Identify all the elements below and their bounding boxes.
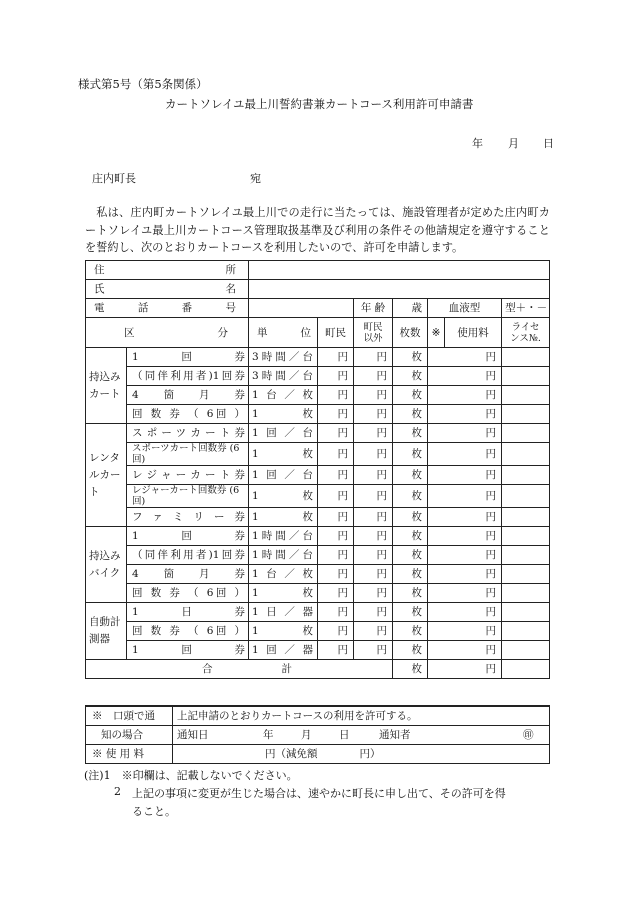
resident-fee-cell: 円	[318, 565, 354, 584]
nonresident-fee-cell: 円	[354, 565, 393, 584]
count-cell[interactable]: 枚	[393, 584, 428, 603]
name-row	[86, 280, 550, 299]
unit-label: 1回／台	[249, 466, 318, 485]
item-label: 回 数 券 （ 6回 ）	[127, 405, 249, 424]
count-cell[interactable]: 枚	[393, 565, 428, 584]
fee-table-row	[86, 565, 550, 584]
license-cell[interactable]	[502, 367, 550, 386]
total-label: 合 計	[86, 660, 393, 679]
item-label: ファミリー券	[127, 508, 249, 527]
total-count-cell: 枚	[393, 660, 428, 679]
fee-table-row	[86, 641, 550, 660]
fee-label: ※ 使 用 料	[86, 744, 173, 763]
group-name: 持込みバイク	[86, 527, 127, 603]
item-label: レジャーカート回数券 (6回)	[127, 485, 249, 508]
fee-table-row	[86, 367, 550, 386]
license-cell[interactable]	[502, 424, 550, 443]
license-cell[interactable]	[502, 443, 550, 466]
mark-cell: 円	[428, 485, 502, 508]
fee-table-row	[86, 527, 550, 546]
mark-cell: 円	[428, 603, 502, 622]
unit-label: 1枚	[249, 584, 318, 603]
fee-table-row	[86, 584, 550, 603]
fee-value: 円（減免額 円）	[173, 744, 550, 763]
nonresident-fee-cell: 円	[354, 348, 393, 367]
header-category: 区 分	[86, 318, 249, 348]
license-cell[interactable]	[502, 466, 550, 485]
item-label: 4 箇 月 券	[127, 565, 249, 584]
fee-table-row	[86, 603, 550, 622]
nonresident-fee-cell: 円	[354, 584, 393, 603]
item-label: （同伴利用者)1回券	[127, 367, 249, 386]
license-cell[interactable]	[502, 485, 550, 508]
count-cell[interactable]: 枚	[393, 405, 428, 424]
resident-fee-cell: 円	[318, 584, 354, 603]
nonresident-fee-cell: 円	[354, 367, 393, 386]
mark-cell: 円	[428, 443, 502, 466]
license-cell[interactable]	[502, 565, 550, 584]
group-name: 持込みカート	[86, 348, 127, 424]
count-cell[interactable]: 枚	[393, 485, 428, 508]
header-nonresident: 町民以外	[354, 318, 393, 348]
mark-cell: 円	[428, 565, 502, 584]
count-cell[interactable]: 枚	[393, 386, 428, 405]
fee-table-row	[86, 622, 550, 641]
count-cell[interactable]: 枚	[393, 508, 428, 527]
resident-fee-cell: 円	[318, 443, 354, 466]
unit-label: 1枚	[249, 508, 318, 527]
item-label: 1 日 券	[127, 603, 249, 622]
unit-label: 1枚	[249, 622, 318, 641]
mark-cell: 円	[428, 348, 502, 367]
count-cell[interactable]: 枚	[393, 527, 428, 546]
fee-table-row	[86, 546, 550, 565]
seal-icon: ㊞	[523, 728, 534, 741]
mark-cell: 円	[428, 508, 502, 527]
group-name: レンタルカート	[86, 424, 127, 527]
license-cell[interactable]	[502, 405, 550, 424]
mark-cell: 円	[428, 466, 502, 485]
license-cell[interactable]	[502, 584, 550, 603]
item-label: 1 回 券	[127, 527, 249, 546]
count-cell[interactable]: 枚	[393, 603, 428, 622]
header-license: ライセンス№.	[502, 318, 550, 348]
header-count: 枚数	[393, 318, 428, 348]
notifier-label: 通知者	[379, 728, 411, 741]
nonresident-fee-cell: 円	[354, 466, 393, 485]
license-cell[interactable]	[502, 546, 550, 565]
phone-label: 電 話 番 号	[86, 299, 249, 318]
date-year: 年	[472, 137, 483, 150]
item-label: スポーツカート回数券 (6回)	[127, 443, 249, 466]
resident-fee-cell: 円	[318, 367, 354, 386]
unit-label: 1日／器	[249, 603, 318, 622]
nonresident-fee-cell: 円	[354, 603, 393, 622]
nonresident-fee-cell: 円	[354, 641, 393, 660]
resident-fee-cell: 円	[318, 641, 354, 660]
resident-fee-cell: 円	[318, 603, 354, 622]
oral-approval-row	[86, 706, 550, 725]
official-use-table	[85, 705, 550, 764]
page-title: カートソレイユ最上川誓約書兼カートコース利用許可申請書	[165, 97, 474, 111]
group-name: 自動計測器	[86, 603, 127, 660]
license-cell[interactable]	[502, 386, 550, 405]
oral-label-1: ※ 口頭で通	[86, 706, 173, 725]
blood-type-unit: 型＋・－	[502, 299, 550, 318]
item-label: 1 回 券	[127, 348, 249, 367]
nonresident-fee-cell: 円	[354, 508, 393, 527]
phone-row	[86, 299, 550, 318]
license-cell[interactable]	[502, 348, 550, 367]
item-label: スポーツカート券	[127, 424, 249, 443]
count-cell[interactable]: 枚	[393, 622, 428, 641]
fee-row	[86, 744, 550, 763]
total-license-cell	[502, 660, 550, 679]
count-cell[interactable]: 枚	[393, 466, 428, 485]
unit-label: 3時間／台	[249, 348, 318, 367]
nonresident-fee-cell: 円	[354, 527, 393, 546]
item-label: （同伴利用者)1回券	[127, 546, 249, 565]
license-cell[interactable]	[502, 603, 550, 622]
mark-cell: 円	[428, 584, 502, 603]
unit-label: 1回／台	[249, 424, 318, 443]
fee-table-row	[86, 466, 550, 485]
resident-fee-cell: 円	[318, 405, 354, 424]
resident-fee-cell: 円	[318, 508, 354, 527]
unit-label: 1台／枚	[249, 386, 318, 405]
count-cell[interactable]: 枚	[393, 424, 428, 443]
notify-month: 月	[301, 728, 312, 741]
resident-fee-cell: 円	[318, 485, 354, 508]
notify-day: 日	[339, 728, 350, 741]
license-cell[interactable]	[502, 527, 550, 546]
unit-label: 3時間／台	[249, 367, 318, 386]
nonresident-fee-cell: 円	[354, 443, 393, 466]
phone-field[interactable]	[249, 299, 354, 318]
nonresident-fee-cell: 円	[354, 424, 393, 443]
intro-paragraph	[85, 204, 550, 257]
intro-text: 私は、庄内町カートソレイユ最上川での走行に当たっては、施設管理者が定めた庄内町カートソレイユ最上川カートコース管理取扱基準及び利用の条件その他請規定を遵守することを誓約し、次のとおりカートコースを利用したいので、許可を申請します。	[85, 206, 550, 254]
fee-table-row	[86, 386, 550, 405]
notify-date-label: 通知日	[177, 728, 209, 741]
oral-label-2: 知の場合	[86, 725, 173, 744]
fee-table-row	[86, 443, 550, 466]
blood-type-label: 血液型	[428, 299, 502, 318]
header-resident: 町民	[318, 318, 354, 348]
fee-table-row	[86, 508, 550, 527]
note-2-line-1: 上記の事項に変更が生じた場合は、速やかに町長に申し出て、その許可を得	[132, 787, 506, 800]
resident-fee-cell: 円	[318, 622, 354, 641]
license-cell[interactable]	[502, 508, 550, 527]
unit-label: 1時間／台	[249, 527, 318, 546]
note-2-line-2: ること。	[132, 805, 176, 818]
addressee-name: 庄内町長	[92, 172, 136, 185]
mark-cell: 円	[428, 367, 502, 386]
item-label: 回 数 券 （ 6回 ）	[127, 584, 249, 603]
age-label: 年 齢	[354, 299, 393, 318]
notify-cell	[173, 725, 550, 744]
notify-row	[86, 725, 550, 744]
count-cell[interactable]: 枚	[393, 546, 428, 565]
application-table	[85, 260, 550, 679]
header-mark: ※	[428, 318, 445, 348]
license-cell[interactable]	[502, 622, 550, 641]
nonresident-fee-cell: 円	[354, 546, 393, 565]
address-label: 住 所	[86, 261, 249, 280]
mark-cell: 円	[428, 386, 502, 405]
item-label: 回 数 券 （ 6回 ）	[127, 622, 249, 641]
resident-fee-cell: 円	[318, 546, 354, 565]
unit-label: 1回／器	[249, 641, 318, 660]
fee-table-row	[86, 348, 550, 367]
name-label: 氏 名	[86, 280, 249, 299]
address-field[interactable]	[249, 261, 550, 280]
resident-fee-cell: 円	[318, 348, 354, 367]
mark-cell: 円	[428, 622, 502, 641]
nonresident-fee-cell: 円	[354, 622, 393, 641]
item-label: レジャーカート券	[127, 466, 249, 485]
address-row	[86, 261, 550, 280]
item-label: 4 箇 月 券	[127, 386, 249, 405]
total-row	[86, 660, 550, 679]
mark-cell: 円	[428, 641, 502, 660]
unit-label: 1枚	[249, 443, 318, 466]
mark-cell: 円	[428, 424, 502, 443]
nonresident-fee-cell: 円	[354, 485, 393, 508]
header-unit: 単 位	[249, 318, 318, 348]
resident-fee-cell: 円	[318, 527, 354, 546]
mark-cell: 円	[428, 405, 502, 424]
approval-text: 上記申請のとおりカートコースの利用を許可する。	[173, 706, 550, 725]
count-cell[interactable]: 枚	[393, 641, 428, 660]
notify-year: 年	[263, 728, 274, 741]
date-month: 月	[508, 137, 519, 150]
unit-label: 1時間／台	[249, 546, 318, 565]
mark-cell: 円	[428, 546, 502, 565]
unit-label: 1枚	[249, 405, 318, 424]
addressee-suffix: 宛	[250, 172, 261, 185]
unit-label: 1枚	[249, 485, 318, 508]
resident-fee-cell: 円	[318, 466, 354, 485]
note-1: (注)1 ※印欄は、記載しないでください。	[84, 769, 298, 782]
resident-fee-cell: 円	[318, 424, 354, 443]
header-row	[86, 318, 550, 348]
note-2-number: 2	[114, 785, 121, 798]
total-fee-cell: 円	[428, 660, 502, 679]
nonresident-fee-cell: 円	[354, 405, 393, 424]
count-cell[interactable]: 枚	[393, 367, 428, 386]
nonresident-fee-cell: 円	[354, 386, 393, 405]
count-cell[interactable]: 枚	[393, 348, 428, 367]
fee-table-row	[86, 485, 550, 508]
count-cell[interactable]: 枚	[393, 443, 428, 466]
unit-label: 1台／枚	[249, 565, 318, 584]
date-day: 日	[543, 137, 554, 150]
form-number: 様式第5号（第5条関係）	[78, 77, 208, 91]
fee-table-row	[86, 405, 550, 424]
resident-fee-cell: 円	[318, 386, 354, 405]
header-fee: 使用料	[445, 318, 502, 348]
license-cell[interactable]	[502, 641, 550, 660]
fee-table-row	[86, 424, 550, 443]
age-unit: 歳	[393, 299, 428, 318]
name-field[interactable]	[249, 280, 550, 299]
mark-cell: 円	[428, 527, 502, 546]
item-label: 1 回 券	[127, 641, 249, 660]
